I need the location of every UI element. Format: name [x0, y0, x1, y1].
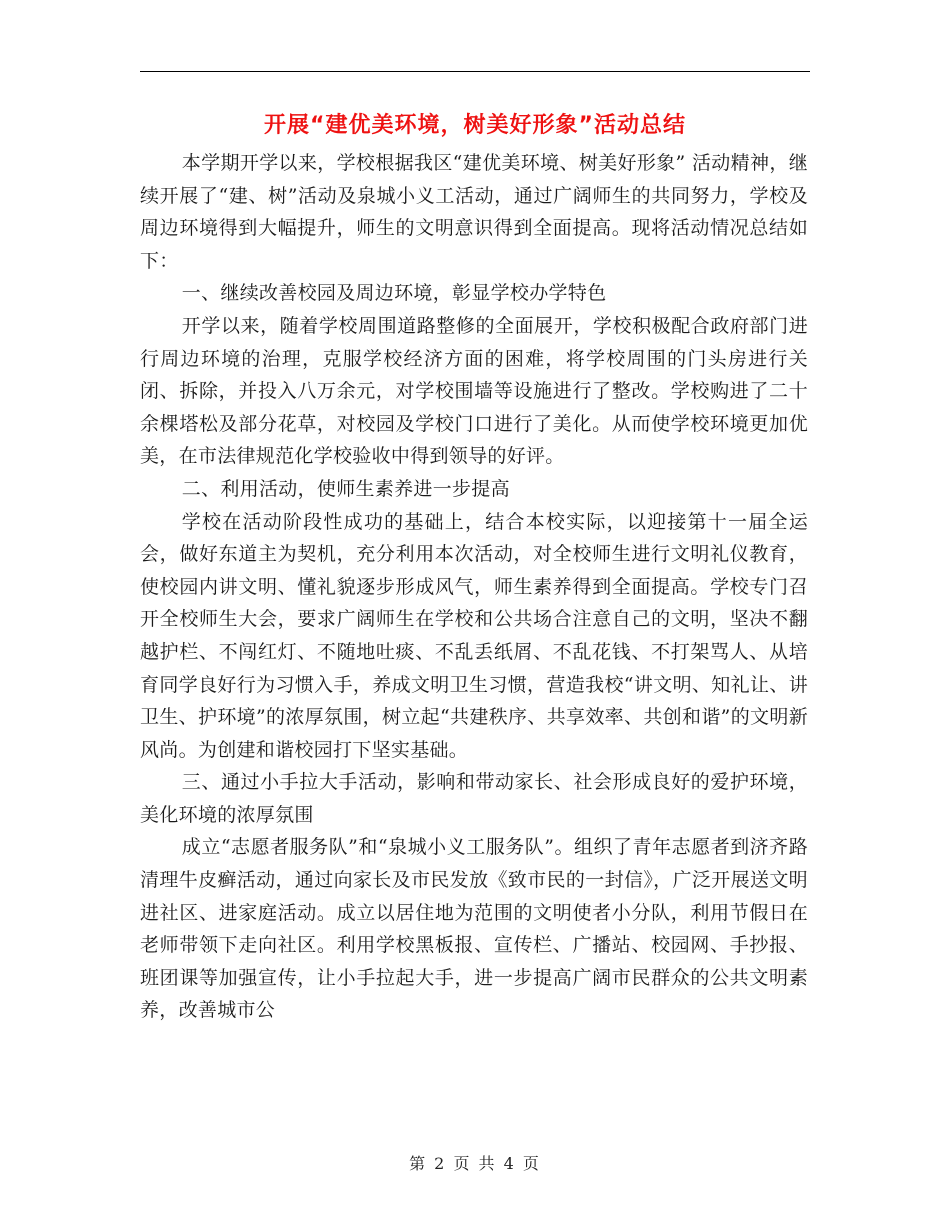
- document-title: 开展“建优美环境，树美好形象”活动总结: [264, 113, 686, 138]
- paragraph-section-2: 学校在活动阶段性成功的基础上，结合本校实际，以迎接第十一届全运会，做好东道主为契机，充分利用本次活动，对全校师生进行文明礼仪教育，使校园内讲文明、懂礼貌逐步形成风气，师生素养得到全面提高。学校专门召开全校师生大会，要求广阔师生在学校和公共场合注意自己的文明，坚决不翻越护栏、不闯红灯、不随地吐痰、不乱丢纸屑、不乱花钱、不打架骂人、从培育同学良好行为习惯入手，养成文明卫生习惯，营造我校“讲文明、知礼让、讲卫生、护环境”的浓厚氛围，树立起“共建秩序、共享效率、共创和谐”的文明新风尚。为创建和谐校园打下坚实基础。: [140, 510, 808, 761]
- section-heading-3: 三、通过小手拉大手活动，影响和带动家长、社会形成良好的爱护环境，美化环境的浓厚氛围: [140, 771, 808, 826]
- paragraph-section-1: 开学以来，随着学校周围道路整修的全面展开，学校积极配合政府部门进行周边环境的治理，克服学校经济方面的困难，将学校周围的门头房进行关闭、拆除，并投入八万余元，对学校围墙等设施进行了整改。学校购进了二十余棵塔松及部分花草，对校园及学校门口进行了美化。从而使学校环境更加优美，在市法律规范化学校验收中得到领导的好评。: [140, 314, 808, 468]
- paragraph-section-3: 成立“志愿者服务队”和“泉城小义工服务队”。组织了青年志愿者到济齐路清理牛皮癣活动，通过向家长及市民发放《致市民的一封信》，广泛开展送文明进社区、进家庭活动。成立以居住地为范围的文明使者小分队，利用节假日在老师带领下走向社区。利用学校黑板报、宣传栏、广播站、校园网、手抄报、班团课等加强宣传，让小手拉起大手，进一步提高广阔市民群众的公共文明素养，改善城市公: [140, 836, 808, 1022]
- section-heading-1: 一、继续改善校园及周边环境，彰显学校办学特色: [181, 282, 607, 305]
- header-rule: [140, 71, 810, 72]
- paragraph-intro: 本学期开学以来，学校根据我区“建优美环境、树美好形象” 活动精神，继续开展了“建、树”活动及泉城小义工活动，通过广阔师生的共同努力，学校及周边环境得到大幅提升，师生的文明意识得到全面提高。现将活动情况总结如下：: [140, 152, 808, 272]
- page-number: 第 2 页 共 4 页: [409, 1154, 541, 1173]
- document-body: [140, 147, 808, 1027]
- section-heading-2: 二、利用活动，使师生素养进一步提高: [181, 477, 510, 500]
